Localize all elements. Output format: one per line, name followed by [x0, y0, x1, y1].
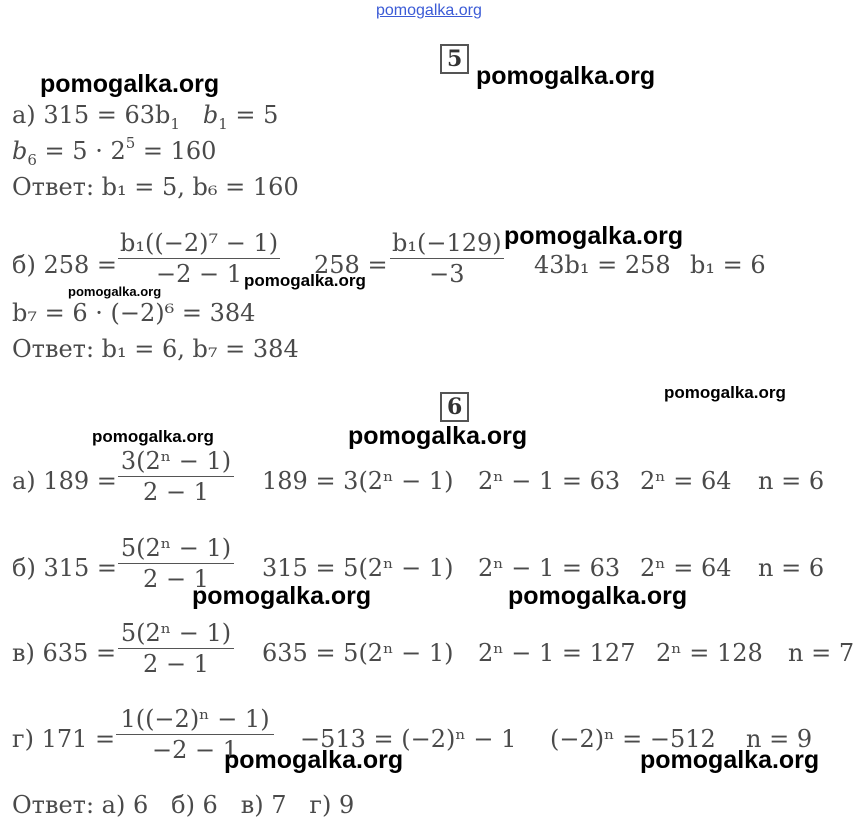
watermark: pomogalka.org [68, 284, 162, 299]
watermark: pomogalka.org [40, 70, 220, 98]
problem-5b-fraction1: $\frac{\text{b₁((−2)⁷ − 1)}}{-2 - 1}$ [120, 229, 279, 288]
problem-6-number: 6 [440, 392, 469, 422]
problem-6v-step: 2ⁿ − 1 = 127 [478, 639, 636, 667]
problem-6b-step: n = 6 [758, 554, 825, 582]
watermark: pomogalka.org [640, 746, 820, 774]
problem-5b-line2: b₇ = 6 · (−2)⁶ = 384 [12, 299, 256, 327]
problem-5b-fraction2: $\frac{\text{b₁(−129)}}{-3}$ [392, 229, 502, 288]
problem-6g-fraction: $\frac{\text{1((−2)ⁿ − 1)}}{-2 - 1}$ [116, 704, 274, 765]
top-watermark-link[interactable]: pomogalka.org [376, 2, 482, 19]
problem-6g-step: −513 = (−2)ⁿ − 1 [300, 725, 517, 753]
problem-6b-step: 2ⁿ − 1 = 63 [478, 554, 621, 582]
problem-6v-step: n = 7 [788, 639, 855, 667]
problem-6a-step: 189 = 3(2ⁿ − 1) [262, 467, 454, 495]
problem-6g-step: (−2)ⁿ = −512 [550, 725, 716, 753]
problem-6a-label: а) 189 = [12, 467, 117, 495]
problem-5b-mid: 258 = [314, 251, 388, 279]
problem-6g-step: n = 9 [746, 725, 813, 753]
problem-6b-label: б) 315 = [12, 554, 117, 582]
problem-6v-fraction: $\frac{\text{5(2ⁿ − 1)}}{2 - 1}$ [118, 618, 234, 679]
problem-6a-fraction: $\frac{\text{3(2ⁿ − 1)}}{2 - 1}$ [118, 446, 234, 507]
problem-6v-label: в) 635 = [12, 639, 117, 667]
problem-5b-label: б) 258 = [12, 251, 117, 279]
problem-6b-step: 315 = 5(2ⁿ − 1) [262, 554, 454, 582]
watermark: pomogalka.org [348, 422, 528, 450]
problem-6v-step: 2ⁿ = 128 [656, 639, 763, 667]
problem-6b-fraction: $\frac{\text{5(2ⁿ − 1)}}{2 - 1}$ [118, 533, 234, 594]
watermark: pomogalka.org [224, 746, 404, 774]
problem-5a-line2: $b_6 = 5 \cdot 2^5 = 160$ [12, 134, 217, 169]
problem-5b-answer: Ответ: b₁ = 6, b₇ = 384 [12, 335, 299, 363]
problem-6a-step: 2ⁿ − 1 = 63 [478, 467, 621, 495]
problem-6a-step: n = 6 [758, 467, 825, 495]
watermark: pomogalka.org [476, 62, 656, 90]
problem-6v-step: 635 = 5(2ⁿ − 1) [262, 639, 454, 667]
problem-6g-label: г) 171 = [12, 725, 116, 753]
problem-5b-eq4: b₁ = 6 [690, 251, 766, 279]
problem-6b-step: 2ⁿ = 64 [640, 554, 732, 582]
watermark: pomogalka.org [244, 271, 366, 290]
problem-5-number: 5 [440, 44, 469, 74]
watermark: pomogalka.org [508, 582, 688, 610]
problem-5a-answer: Ответ: b₁ = 5, b₆ = 160 [12, 173, 299, 201]
watermark: pomogalka.org [504, 222, 684, 250]
problem-5a-line1: а) $315 = 63b_1$ $b_1 = 5$ [12, 101, 279, 133]
watermark: pomogalka.org [664, 383, 786, 402]
problem-6-answer: Ответ: а) 6 б) 6 в) 7 г) 9 [12, 791, 355, 819]
problem-6a-step: 2ⁿ = 64 [640, 467, 732, 495]
watermark: pomogalka.org [92, 427, 214, 446]
problem-5b-eq3: 43b₁ = 258 [534, 251, 671, 279]
watermark: pomogalka.org [192, 582, 372, 610]
